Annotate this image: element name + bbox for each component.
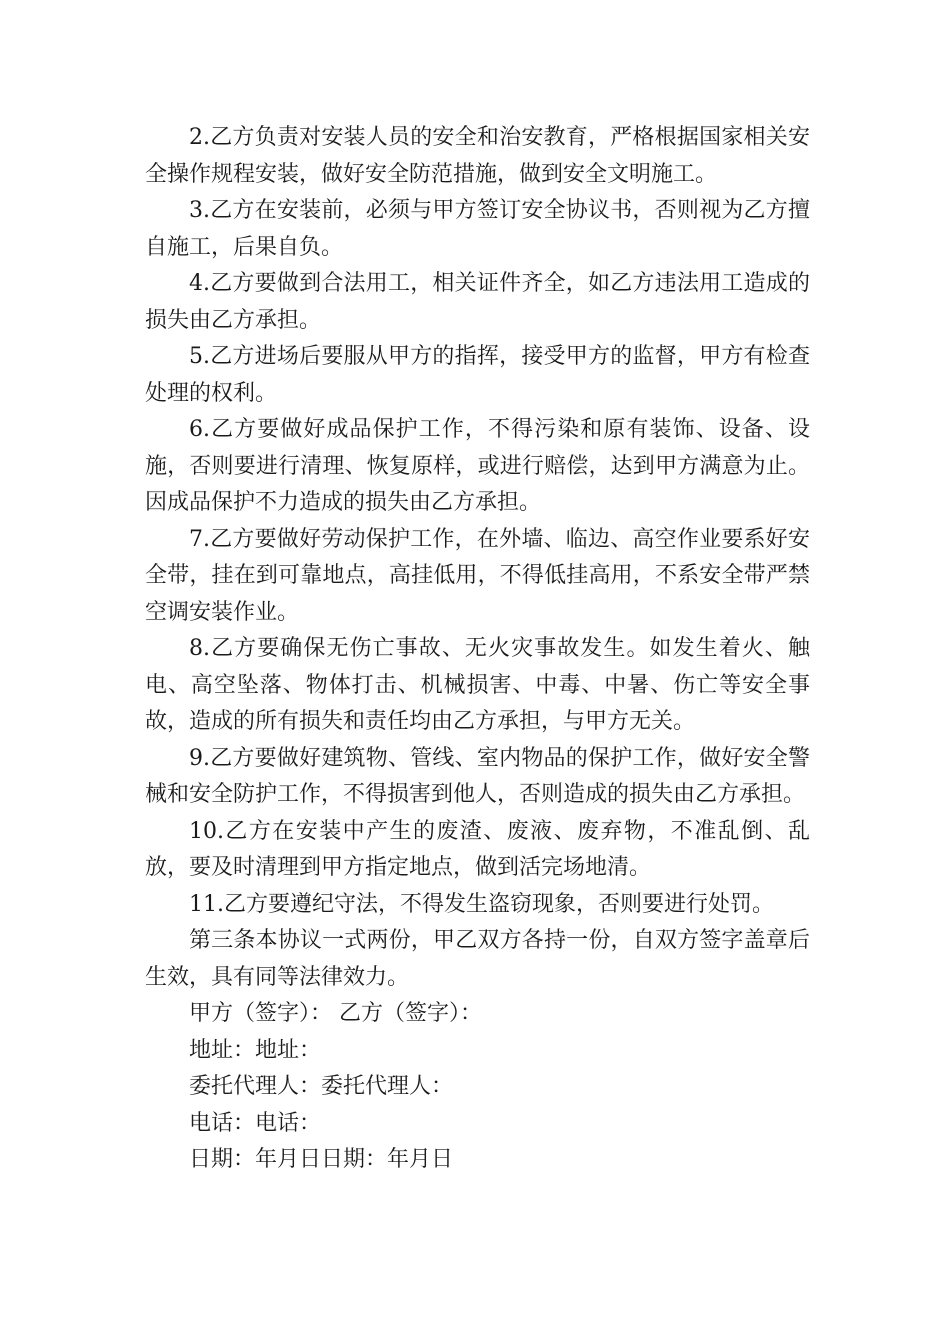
clause-11: 11.乙方要遵纪守法，不得发生盗窃现象，否则要进行处罚。: [189, 891, 774, 917]
phone-line: 电话：电话：: [189, 1110, 322, 1136]
article-3: 第三条本协议一式两份，甲乙双方各持一份，自双方签字盖章后生效，具有同等法律效力。: [145, 928, 810, 990]
clause-6: 6.乙方要做好成品保护工作，不得污染和原有装饰、设备、设施，否则要进行清理、恢复原样，或进行赔偿，达到甲方满意为止。因成品保护不力造成的损失由乙方承担。: [145, 417, 810, 515]
clause-7: 7.乙方要做好劳动保护工作，在外墙、临边、高空作业要系好安全带，挂在到可靠地点，高挂低用，不得低挂高用，不系安全带严禁空调安装作业。: [145, 526, 810, 625]
clause-3: 3.乙方在安装前，必须与甲方签订安全协议书，否则视为乙方擅自施工，后果自负。: [145, 198, 810, 260]
clause-5: 5.乙方进场后要服从甲方的指挥，接受甲方的监督，甲方有检查处理的权利。: [145, 344, 810, 406]
agent-line: 委托代理人：委托代理人：: [189, 1074, 454, 1099]
clause-4: 4.乙方要做到合法用工，相关证件齐全，如乙方违法用工造成的损失由乙方承担。: [145, 271, 810, 333]
signature-block: [145, 996, 810, 1179]
contract-body: [145, 120, 810, 1179]
clause-8: 8.乙方要确保无伤亡事故、无火灾事故发生。如发生着火、触电、高空坠落、物体打击、机械损害、中毒、中暑、伤亡等安全事故，造成的所有损失和责任均由乙方承担，与甲方无关。: [145, 636, 810, 734]
date-line: 日期：年月日日期：年月日: [189, 1147, 454, 1172]
clause-9: 9.乙方要做好建筑物、管线、室内物品的保护工作，做好安全警械和安全防护工作，不得损害到他人，否则造成的损失由乙方承担。: [145, 745, 810, 807]
clause-10: 10.乙方在安装中产生的废渣、废液、废弃物，不准乱倒、乱放，要及时清理到甲方指定地点，做到活完场地清。: [145, 818, 810, 880]
address-line: 地址：地址：: [189, 1037, 322, 1063]
signature-line: 甲方（签字）： 乙方（签字）：: [189, 1001, 482, 1026]
clause-2: 2.乙方负责对安装人员的安全和治安教育，严格根据国家相关安全操作规程安装，做好安全防范措施，做到安全文明施工。: [145, 125, 810, 187]
